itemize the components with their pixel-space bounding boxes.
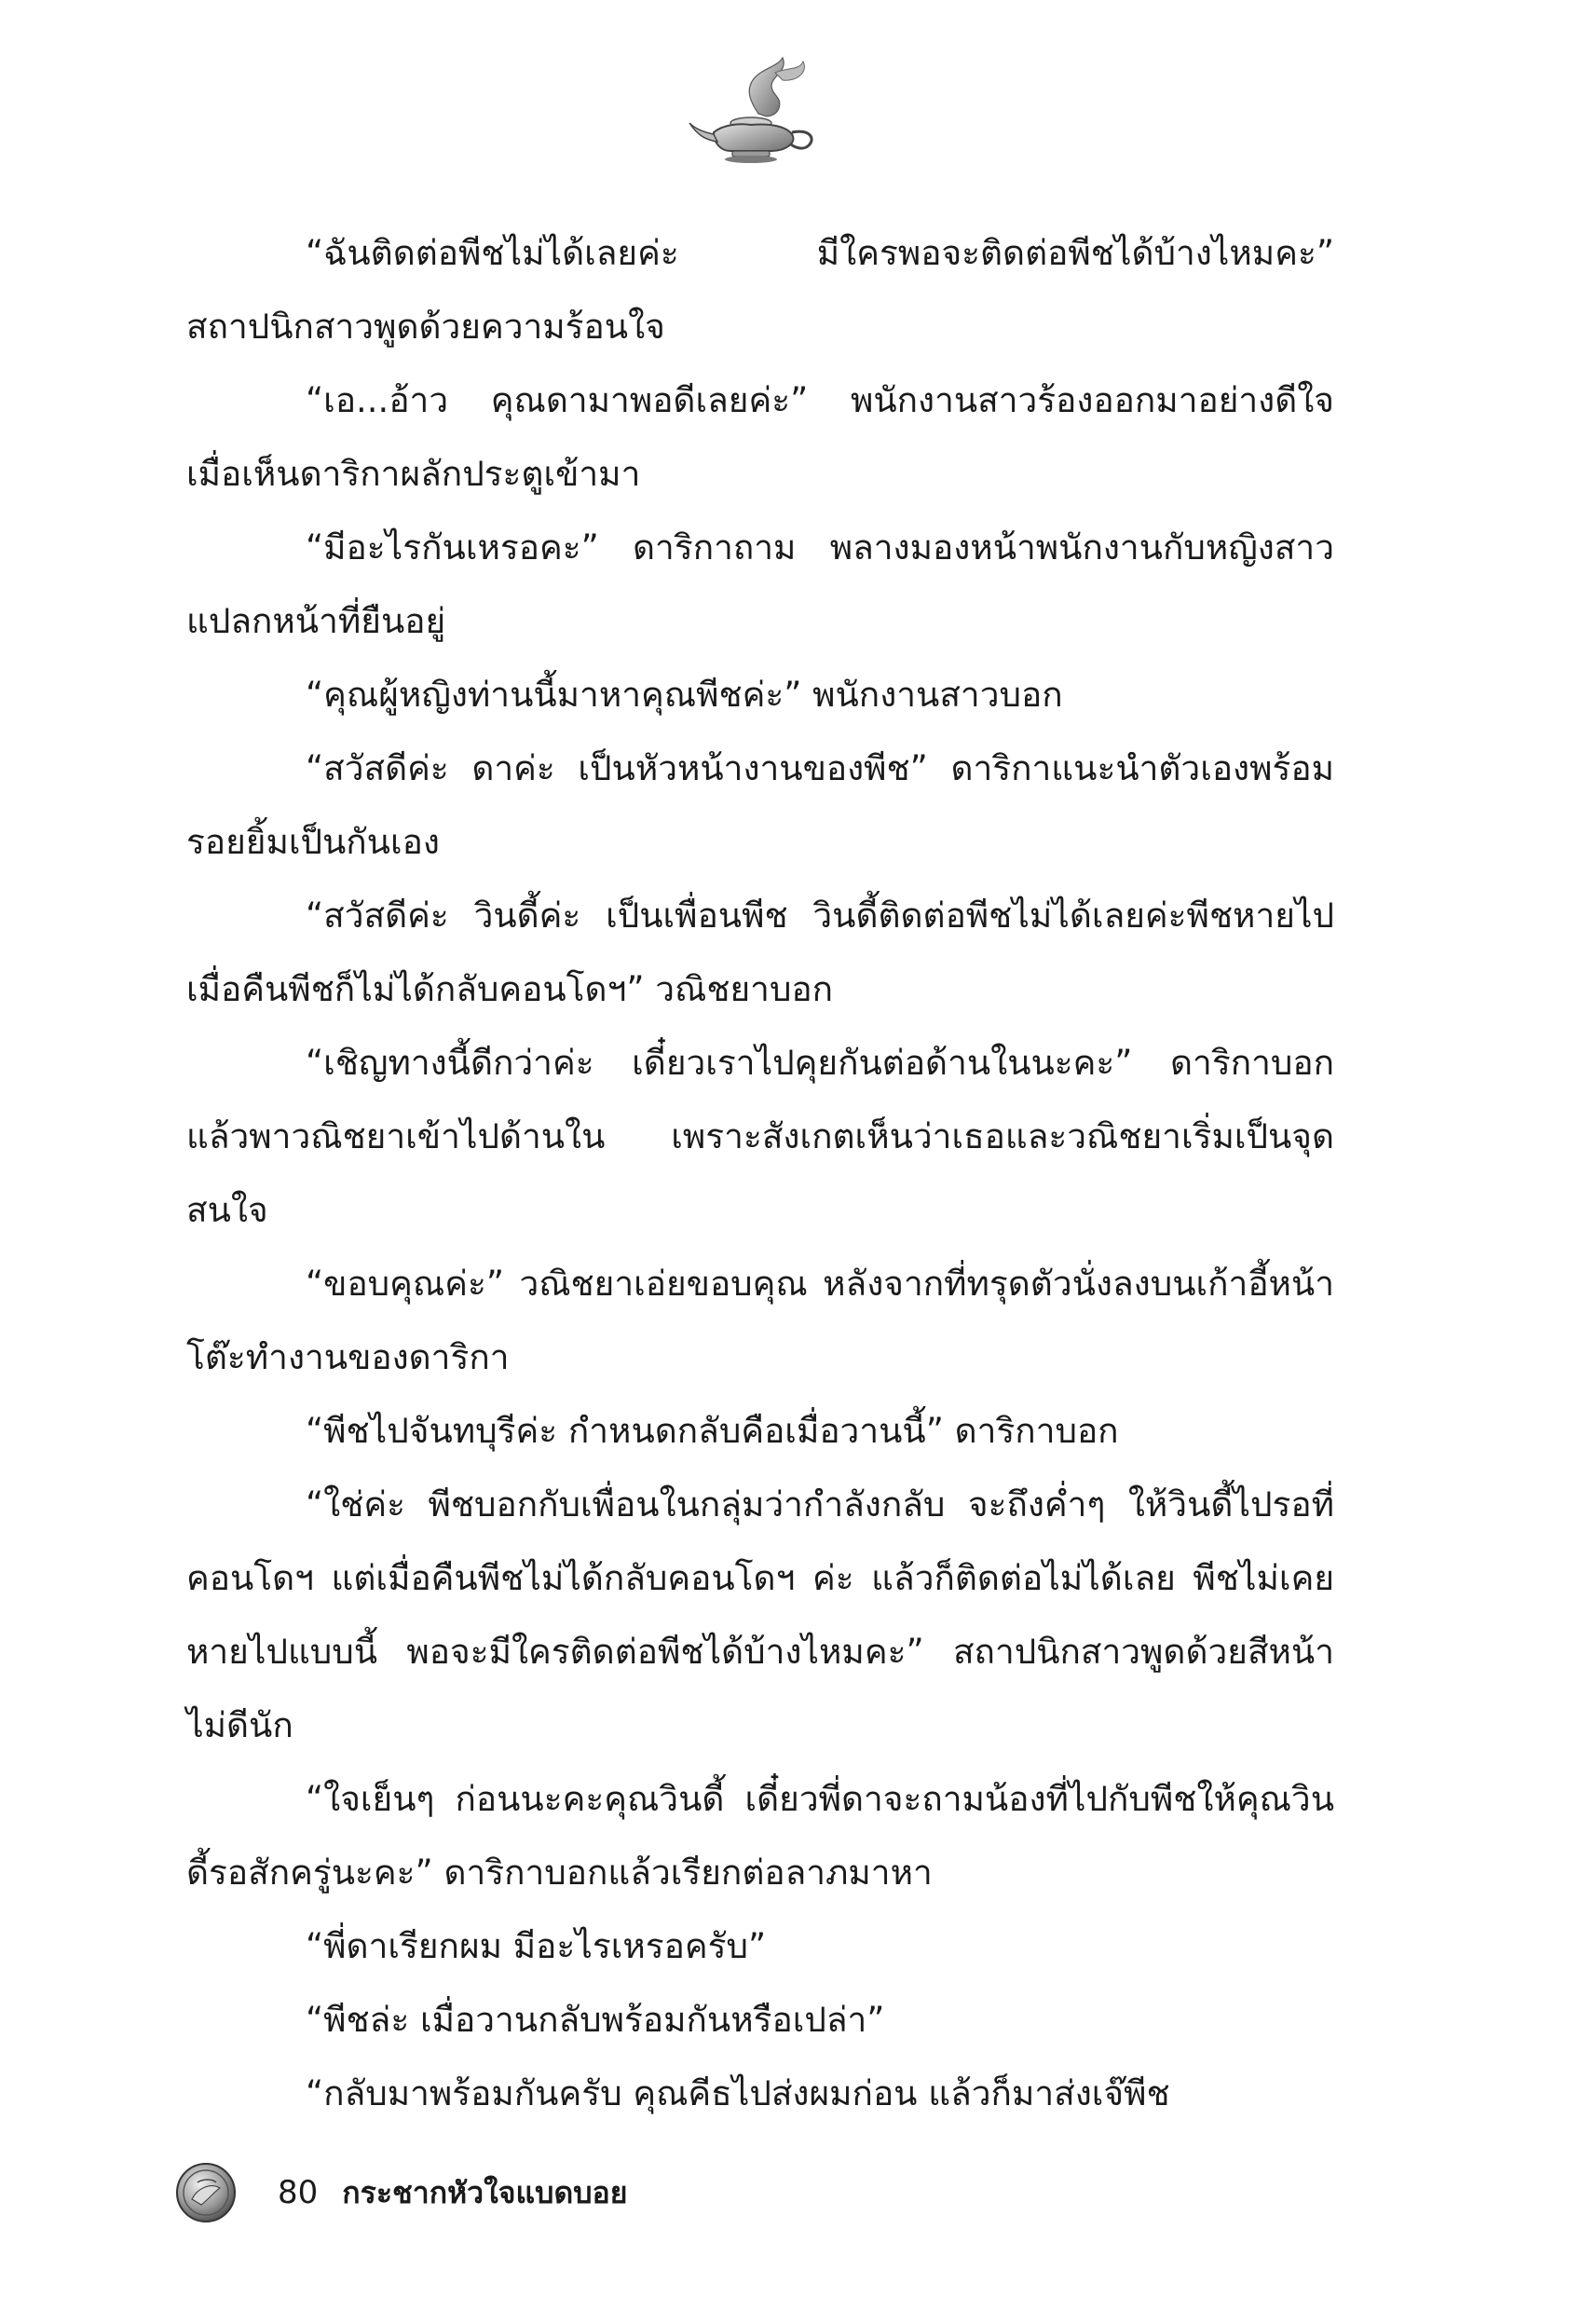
paragraph: “ใช่ค่ะ พีชบอกกับเพื่อนในกลุ่มว่ากำลังกลับ จะถึงค่ำๆ ให้วินดี้ไปรอที่คอนโดฯ แต่เมื่อคืนพีชไม่ได้กลับคอนโดฯ ค่ะ แล้วก็ติดต่อไม่ได้เลย พีชไม่เคยหายไปแบบนี้ พอจะมีใครติดต่อพีชได้บ้างไหมคะ” สถาปนิกสาวพูดด้วยสีหน้าไม่ดีนัก	[186, 1484, 1334, 1745]
paragraph: “พี่ดาเรียกผม มีอะไรเหรอครับ”	[306, 1926, 767, 1966]
story-text	[186, 216, 1334, 2130]
page-number: 80	[278, 2174, 319, 2211]
genie-lamp-icon	[686, 54, 825, 166]
paragraph: “ฉันติดต่อพีชไม่ได้เลยค่ะ มีใครพอจะติดต่อพีชได้บ้างไหมคะ” สถาปนิกสาวพูดด้วยความร้อนใจ	[186, 233, 1334, 347]
paragraph: “พีชล่ะ เมื่อวานกลับพร้อมกันหรือเปล่า”	[306, 2000, 885, 2040]
paragraph: “สวัสดีค่ะ ดาค่ะ เป็นหัวหน้างานของพีช” ดาริกาแนะนำตัวเองพร้อมรอยยิ้มเป็นกันเอง	[186, 748, 1334, 862]
paragraph: “เอ...อ้าว คุณดามาพอดีเลยค่ะ” พนักงานสาวร้องออกมาอย่างดีใจ เมื่อเห็นดาริกาผลักประตูเข้ามา	[186, 380, 1334, 494]
paragraph: “มีอะไรกันเหรอคะ” ดาริกาถาม พลางมองหน้าพนักงานกับหญิงสาวแปลกหน้าที่ยืนอยู่	[186, 527, 1334, 641]
paragraph: “เชิญทางนี้ดีกว่าค่ะ เดี๋ยวเราไปคุยกันต่อด้านในนะคะ” ดาริกาบอกแล้วพาวณิชยาเข้าไปด้านใน เพราะสังเกตเห็นว่าเธอและวณิชยาเริ่มเป็นจุดสนใจ	[186, 1043, 1334, 1230]
round-emblem-icon	[175, 2162, 237, 2223]
book-title: กระชากหัวใจแบดบอย	[342, 2174, 628, 2210]
paragraph: “คุณผู้หญิงท่านนี้มาหาคุณพีชค่ะ” พนักงานสาวบอก	[306, 675, 1063, 715]
paragraph: “พีชไปจันทบุรีค่ะ กำหนดกลับคือเมื่อวานนี้” ดาริกาบอก	[306, 1411, 1119, 1451]
paragraph: “ขอบคุณค่ะ” วณิชยาเอ่ยขอบคุณ หลังจากที่ทรุดตัวนั่งลงบนเก้าอี้หน้าโต๊ะทำงานของดาริกา	[186, 1264, 1334, 1377]
page-footer	[175, 2160, 1014, 2225]
paragraph: “สวัสดีค่ะ วินดี้ค่ะ เป็นเพื่อนพีช วินดี้ติดต่อพีชไม่ได้เลยค่ะพีชหายไป เมื่อคืนพีชก็ไม่ได้กลับคอนโดฯ” วณิชยาบอก	[186, 896, 1334, 1009]
paragraph: “ใจเย็นๆ ก่อนนะคะคุณวินดี้ เดี๋ยวพี่ดาจะถามน้องที่ไปกับพีชให้คุณวินดี้รอสักครู่นะคะ” ดาริกาบอกแล้วเรียกต่อลาภมาหา	[186, 1779, 1334, 1893]
paragraph: “กลับมาพร้อมกันครับ คุณคีธไปส่งผมก่อน แล้วก็มาส่งเจ๊พีช	[306, 2073, 1170, 2113]
